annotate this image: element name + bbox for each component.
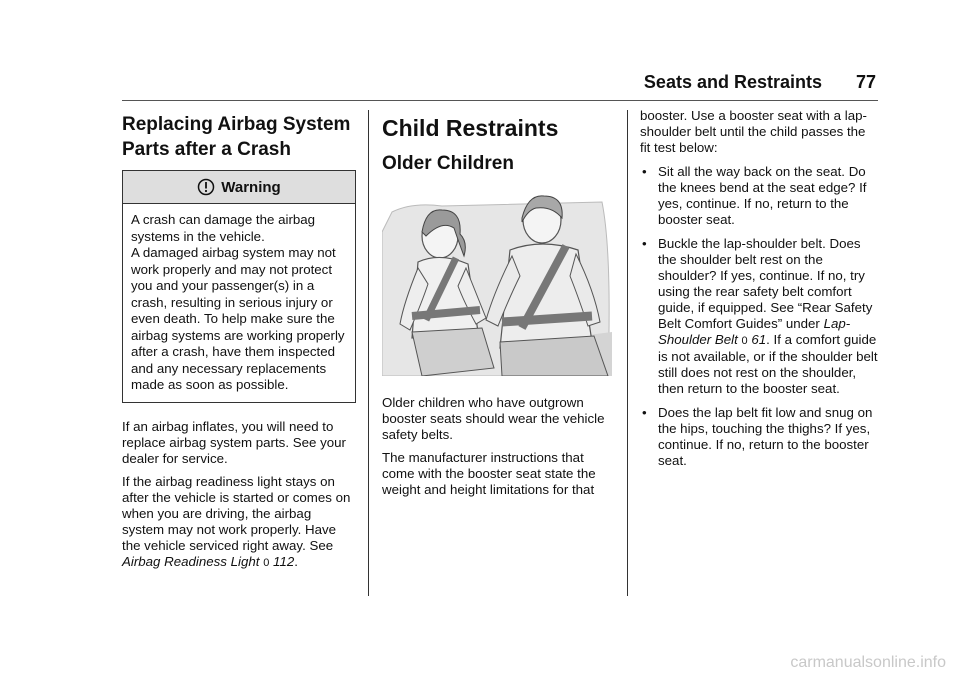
older-children-illustration [382,192,616,376]
body-paragraph: The manufacturer instructions that come with the booster seat state the weight and height limitations for that [382,450,596,497]
body-paragraph: Older children who have outgrown booster seats should wear the vehicle safety belts. [382,395,605,442]
list-item: • Sit all the way back on the seat. Do the knees bend at the seat edge? If yes, continue. If no, return to the booster seat. [642,164,867,227]
warning-title: Warning [221,178,281,196]
warning-box [122,170,356,403]
page-ref[interactable]: 112 [273,553,295,569]
column-left [122,108,356,571]
cross-reference-link[interactable]: Lap-Shoulder Belt [658,316,851,347]
cross-reference-link[interactable]: Airbag Readiness Light [122,553,260,569]
section-heading: Replacing Airbag System Parts after a Crash [122,114,351,160]
fit-test-list [640,164,878,469]
bullet: • [642,164,647,179]
page-ref-icon: 0 [263,556,270,569]
page-ref[interactable]: 61 [751,332,767,347]
warning-header [123,171,355,204]
body-paragraph: If the airbag readiness light stays on after the vehicle is started or comes on when you are driving, the airbag system may not work properly. Have the vehicle serviced right away. See Airbag Readiness Light 0 112. [122,473,351,569]
header-title: Seats and Restraints [643,72,822,92]
warning-icon [197,178,215,196]
bullet: • [642,236,647,251]
body-paragraph: If an airbag inflates, you will need to replace airbag system parts. See your dealer for service. [122,418,346,466]
column-middle [382,108,616,498]
page-ref-icon: 0 [741,335,748,347]
column-divider [368,110,369,596]
warning-text: A damaged airbag system may not work properly and may not protect you and your passenger(s) in a crash, resulting in serious injury or even death. To help make sure the airbag systems are working properly after a crash, have them inspected and any necessary replacements made as soon as possible. [131,245,345,392]
subsection-heading: Older Children [382,153,514,174]
chapter-heading: Child Restraints [382,115,559,141]
warning-text: A crash can damage the airbag systems in the vehicle. [131,212,316,244]
column-right [640,108,878,477]
list-item: • Does the lap belt fit low and snug on the hips, touching the thighs? If yes, continue. If no, return to the booster seat. [642,405,873,468]
bullet: • [642,405,647,420]
watermark: carmanualsonline.info [790,654,946,671]
list-item: • Buckle the lap-shoulder belt. Does the shoulder belt rest on the shoulder? If yes, continue. If no, try using the rear safety belt comfort guide, if equipped. See “Rear Safety Belt Comfort Guides” under Lap-Shoulder Belt 0 61. If a comfort guide is not available, or if the shoulder belt still does not rest on the shoulder, then return to the booster seat. [642,236,878,396]
body-paragraph: booster. Use a booster seat with a lap-shoulder belt until the child passes the fit test below: [640,108,867,155]
page-number: 77 [855,72,876,92]
column-divider [627,110,628,596]
page-header [122,70,878,101]
warning-body [123,204,355,402]
